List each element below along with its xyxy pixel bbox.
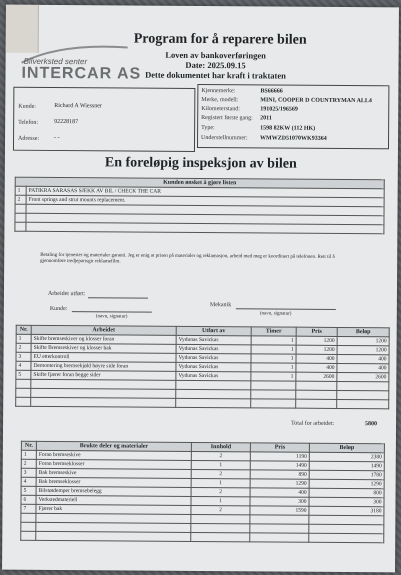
work-done-label: Arbeidet utført: — [47, 290, 86, 298]
cell-sum: 1200 — [337, 345, 389, 354]
vin-label: Understellnummer: — [201, 135, 248, 142]
logo-wordmark: INTERCAR AS — [21, 64, 142, 83]
cell-nr: 6 — [21, 495, 36, 504]
cell-sum: 1200 — [337, 336, 389, 345]
cell-nr: 5 — [21, 486, 36, 495]
first-reg-value: 2011 — [260, 115, 272, 122]
row-number: 2 — [15, 195, 26, 204]
first-reg-label: Registert første gang: — [201, 115, 253, 122]
inspection-title: En foreløpig inspeksjon av bilen — [104, 155, 297, 172]
cell-task: Skifte fjærer foran begge sider — [31, 370, 176, 380]
customer-phone: 92228187 — [54, 118, 79, 126]
cell-hours: 1 — [251, 372, 296, 381]
col-qty: Innhold — [191, 442, 250, 451]
work-total-value: 5800 — [365, 421, 378, 428]
requests-header: Kunden ønsket å gjøre listen — [15, 177, 384, 189]
cell-nr: 1 — [21, 450, 36, 459]
reg-label: Kjennemerke: — [201, 88, 236, 95]
request-text: PATIKRA SARASAS SJEKK AV BIL / CHECK THE CAR — [26, 186, 384, 197]
make-value: MINI, COOPER D COUNTRYMAN ALL4 — [260, 97, 372, 105]
cell-part: Foran bremseklosser — [36, 459, 191, 469]
customer-address-label: Adresse: — [18, 135, 40, 142]
km-label: Kilometerstand: — [201, 106, 240, 113]
cell-nr: 2 — [21, 459, 36, 468]
row-number: 1 — [15, 186, 26, 195]
customer-box — [13, 87, 195, 152]
customer-address: - - — [54, 134, 60, 142]
mechanic-signature-line — [236, 308, 336, 310]
cell-nr: 3 — [16, 352, 31, 361]
cell-part: Bak bremseskive — [36, 468, 191, 478]
cell-hours: 1 — [251, 354, 296, 363]
mechanic-label: Mekanik — [209, 302, 232, 309]
cell-qty: 1 — [191, 478, 250, 487]
customer-sign-label: Kunde: — [49, 305, 68, 313]
cell-price: 1290 — [250, 479, 309, 488]
cell-by: Vydunas Savickas — [176, 344, 251, 354]
cell-hours: 1 — [251, 363, 296, 372]
repair-document — [2, 5, 399, 573]
reg-value: BS66666 — [260, 88, 283, 95]
cell-nr: 1 — [16, 334, 31, 343]
cell-by: Vydunas Savickas — [176, 335, 251, 345]
disclaimer-text: Betaling for tjenester og materialer garanti. Jeg er enig at prisen på materialer og reklamasjon, arbeid med meg er koordinert på telefonen. Rett til å gjennomføre tredjepartsgir reklamefilm. — [40, 252, 335, 265]
cell-sum: 400 — [337, 363, 389, 372]
col-task: Arbeidet — [31, 325, 176, 335]
cell-price: 1190 — [250, 452, 309, 461]
make-label: Merke, modell: — [201, 97, 239, 104]
cell-by: Vydunas Savickas — [176, 353, 251, 363]
cell-qty: 1 — [191, 496, 250, 505]
col-by: Utført av — [176, 326, 251, 336]
cell-task: Skifte Bremseskiver og klosser bak — [31, 343, 176, 353]
type-label: Type: — [201, 125, 215, 132]
col-hours: Timer — [251, 327, 296, 336]
cell-task: Demontering bremsekjøld høyre side foran — [31, 361, 176, 371]
col-price: Pris — [296, 327, 337, 336]
type-value: 1598 82KW (112 HK) — [260, 125, 316, 132]
date-line: Date: 2025.09.15 — [185, 59, 246, 71]
cell-nr: 7 — [21, 504, 36, 513]
col-nr: Nr. — [16, 325, 31, 334]
cell-nr: 3 — [21, 468, 36, 477]
customer-signature-line — [72, 311, 152, 313]
mechanic-sign-hint: (navn, signatur) — [259, 311, 292, 317]
cell-sum: 1780 — [309, 470, 384, 480]
document-title: Program for å reparere bilen — [133, 31, 307, 48]
cell-sum: 800 — [309, 488, 384, 498]
cell-qty: 2 — [191, 469, 250, 478]
customer-name: Richard A Wiessner — [54, 102, 102, 110]
cell-sum: 2600 — [337, 372, 389, 381]
requests-table — [14, 177, 384, 235]
cell-price: 400 — [296, 354, 337, 363]
law-line: Loven av bankoverføringen — [165, 49, 266, 61]
cell-sum: 1490 — [309, 461, 384, 471]
cell-price: 890 — [250, 470, 309, 479]
cell-qty: 2 — [191, 487, 250, 496]
cell-price: 400 — [296, 363, 337, 372]
cell-nr: 4 — [21, 477, 36, 486]
note-line: Dette dokumentet har kraft i traktaten — [145, 69, 286, 81]
cell-sum: 300 — [309, 497, 384, 507]
cell-nr: 4 — [16, 361, 31, 370]
vin-value: WMWZD51070WK93364 — [260, 135, 327, 142]
cell-part: Foran bremseskive — [36, 450, 191, 460]
col-sum: Beløp — [309, 443, 384, 453]
cell-price: 1200 — [296, 336, 337, 345]
cell-sum: 2380 — [309, 452, 384, 462]
cell-price: 1490 — [250, 461, 309, 470]
cell-qty: 2 — [191, 451, 250, 460]
cell-part: Bilstøtdemper bremsebelegg — [36, 486, 191, 496]
cell-sum: 400 — [337, 354, 389, 363]
customer-phone-label: Telefon: — [18, 119, 39, 126]
parts-table — [20, 441, 385, 544]
work-total-label: Total for arbeidet: — [291, 420, 335, 427]
cell-price: 1200 — [296, 345, 337, 354]
cell-nr: 2 — [16, 343, 31, 352]
cell-price: 300 — [250, 497, 309, 506]
cell-by: Vydunas Savickas — [176, 362, 251, 372]
cell-price: 400 — [250, 488, 309, 497]
col-price: Pris — [250, 443, 309, 452]
cell-qty: 2 — [191, 505, 250, 514]
cell-by: Vydunas Savickas — [176, 371, 251, 381]
vehicle-box — [197, 84, 389, 149]
customer-sign-hint: (navn, signatur) — [95, 314, 128, 320]
cell-price: 1590 — [250, 506, 309, 515]
cell-task: Skifte bremseskiver og klosser foran — [31, 334, 176, 344]
logo-subtitle: Bilverksted senter — [23, 56, 88, 67]
cell-task: EU etterkontroll — [31, 352, 176, 362]
cell-qty: 1 — [191, 460, 250, 469]
cell-part: Fjærer bak — [36, 504, 191, 514]
cell-sum: 1290 — [309, 479, 384, 489]
cell-hours: 1 — [251, 345, 296, 354]
km-value: 191025/196569 — [260, 106, 298, 113]
work-table — [15, 325, 390, 410]
col-sum: Beløp — [337, 327, 389, 336]
cell-price: 2600 — [296, 372, 337, 381]
customer-name-label: Kunde: — [18, 103, 36, 110]
cell-part: Verkstedmateriell — [36, 495, 191, 505]
col-nr: Nr. — [21, 441, 36, 450]
table-row — [15, 222, 384, 234]
cell-nr: 5 — [16, 370, 31, 379]
cell-hours: 1 — [251, 336, 296, 345]
cell-part: Bak bremseklosser — [36, 477, 191, 487]
col-part: Brukte deler og materialer — [36, 441, 191, 451]
cell-sum: 3180 — [309, 506, 384, 516]
request-text: Front springs and strut mounts replacement. — [26, 195, 384, 206]
